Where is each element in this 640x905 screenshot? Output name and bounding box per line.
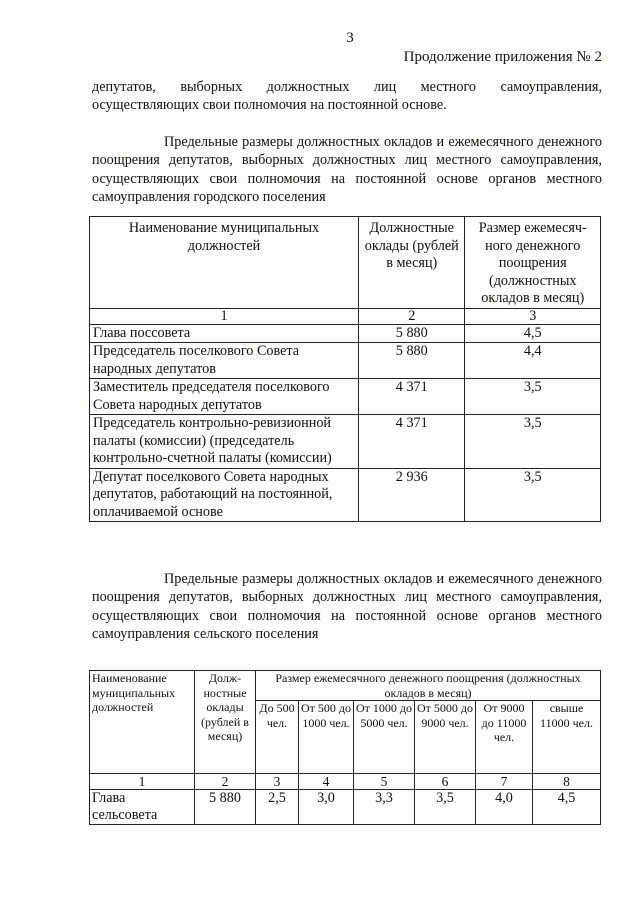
col-number: 8 [533,774,601,790]
col-number: 6 [415,774,476,790]
table-row [90,379,601,415]
column-number-row [90,774,601,790]
col-header-population: От 9000 до 11000 чел. [476,701,533,774]
col-header-salary: Долж-ностные оклады (рублей в месяц) [195,671,256,774]
city-salary-table [89,216,601,522]
rural-salary-table [89,670,601,825]
table-row [90,790,601,825]
col-number: 3 [465,308,601,324]
salary-value: 4 371 [359,379,465,415]
bonus-value: 4,5 [533,790,601,825]
bonus-value: 2,5 [256,790,299,825]
position-name: Депутат поселкового Совета народных депутатов, работающий на постоянной, оплачиваемой основе [90,468,359,522]
table-row [90,468,601,522]
page-number: 3 [346,30,354,46]
bonus-value: 4,5 [465,324,601,343]
col-header-position: Наименование муниципальных должностей [90,217,359,309]
rural-heading-text: Предельные размеры должностных окладов и ежемесячного денежного поощрения депутатов, выборных должностных лиц местного самоуправления, осуществляющих свои полномочия на постоянной основе органов местного самоуправления сельского поселения [92,571,602,643]
col-number: 5 [354,774,415,790]
col-header-position: Наименование муниципальных должностей [90,671,195,774]
position-name: Председатель поселкового Совета народных депутатов [90,343,359,379]
table-row [90,324,601,343]
col-number: 2 [195,774,256,790]
col-header-bonus: Размер ежемесяч-ного денежного поощрения (должностных окладов в месяц) [465,217,601,309]
bonus-value: 3,0 [299,790,354,825]
column-number-row [90,308,601,324]
position-name: Глава поссовета [90,324,359,343]
intro-text: депутатов, выборных должностных лиц местного самоуправления, осуществляющих свои полномочия на постоянной основе. [92,79,602,114]
col-header-population: От 5000 до 9000 чел. [415,701,476,774]
city-heading-text: Предельные размеры должностных окладов и ежемесячного денежного поощрения депутатов, выборных должностных лиц местного самоуправления, осуществляющих свои полномочия на постоянной основе органов местного самоуправления городского поселения [92,134,602,206]
position-name: Заместитель председателя поселкового Совета народных депутатов [90,379,359,415]
col-header-population: От 1000 до 5000 чел. [354,701,415,774]
salary-value: 5 880 [195,790,256,825]
bonus-value: 4,0 [476,790,533,825]
col-number: 7 [476,774,533,790]
table-row [90,415,601,469]
bonus-value: 3,5 [465,415,601,469]
table-header-row [90,217,601,309]
col-number: 1 [90,774,195,790]
bonus-value: 3,5 [465,468,601,522]
col-header-bonus-group: Размер ежемесячного денежного поощрения (должностных окладов в месяц) [256,671,601,701]
position-name: Председатель контрольно-ревизионной палаты (комиссии) (председатель контрольно-счетной палаты (комиссии) [90,415,359,469]
city-section-heading [92,133,602,207]
col-header-salary: Должностные оклады (рублей в месяц) [359,217,465,309]
col-number: 4 [299,774,354,790]
bonus-value: 3,5 [465,379,601,415]
salary-value: 5 880 [359,324,465,343]
col-header-population: От 500 до 1000 чел. [299,701,354,774]
bonus-value: 3,3 [354,790,415,825]
col-header-population: До 500 чел. [256,701,299,774]
table-row [90,343,601,379]
col-header-population: свыше 11000 чел. [533,701,601,774]
bonus-value: 3,5 [415,790,476,825]
col-number: 3 [256,774,299,790]
rural-section-heading [92,570,602,644]
salary-value: 5 880 [359,343,465,379]
appendix-label: Продолжение приложения № 2 [403,49,602,65]
salary-value: 2 936 [359,468,465,522]
bonus-value: 4,4 [465,343,601,379]
position-name: Глава сельсовета [90,790,195,825]
salary-value: 4 371 [359,415,465,469]
col-number: 2 [359,308,465,324]
col-number: 1 [90,308,359,324]
table-header-row [90,671,601,701]
